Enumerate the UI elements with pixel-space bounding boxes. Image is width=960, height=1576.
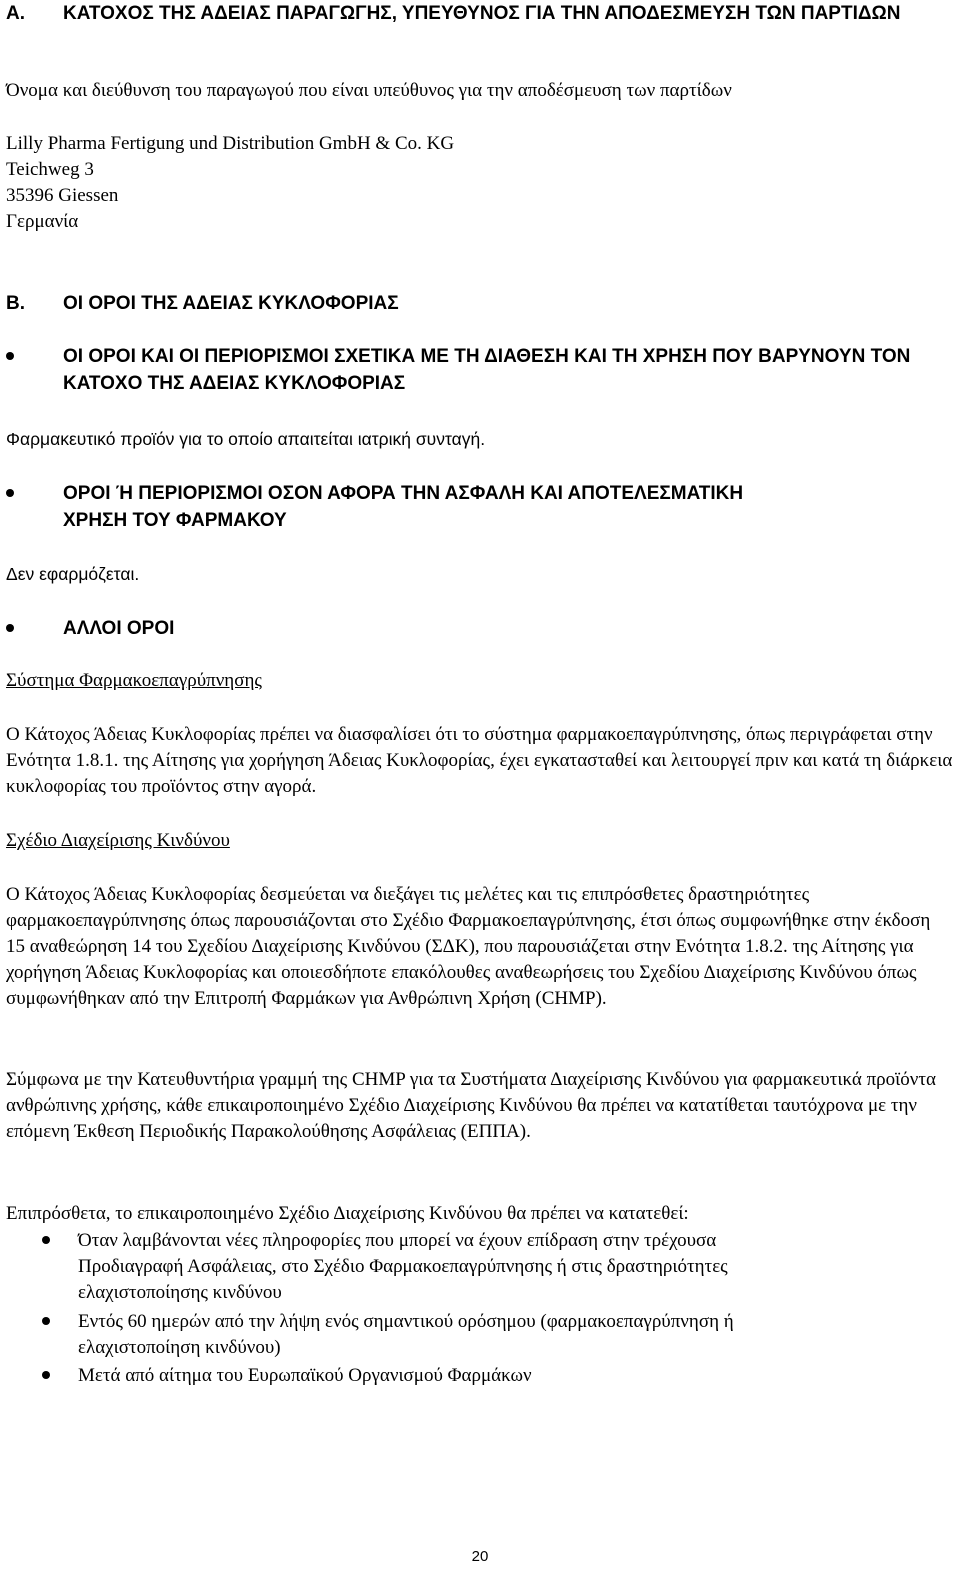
section-b-title: ΟΙ ΟΡΟΙ ΤΗΣ ΑΔΕΙΑΣ ΚΥΚΛΟΦΟΡΙΑΣ — [63, 293, 399, 314]
section-a-heading — [0, 0, 960, 56]
list-item — [78, 1228, 948, 1306]
list-item — [78, 1363, 948, 1389]
manufacturer-address — [6, 131, 956, 235]
manufacturer-subheading: Όνομα και διεύθυνση του παραγωγού που είναι υπεύθυνος για την αποδέσμευση των παρτίδων — [6, 80, 732, 101]
section-b-letter: B. — [6, 293, 25, 314]
list-item-line: Εντός 60 ημερών από την λήψη ενός σημαντικού ορόσημου (φαρμακοεπαγρύπνηση ή — [78, 1311, 734, 1332]
prescription-text: Φαρμακευτικό προϊόν για το οποίο απαιτείται ιατρική συνταγή. — [6, 429, 486, 449]
list-item-line: Προδιαγραφή Ασφάλειας, στο Σχέδιο Φαρμακοεπαγρύπνησης ή στις δραστηριότητες — [78, 1256, 728, 1277]
pharmacovigilance-text: Ο Κάτοχος Άδειας Κυκλοφορίας πρέπει να διασφαλίσει ότι το σύστημα φαρμακοεπαγρύπνησης, όπως περιγράφεται στην Ενότητα 1.8.1. της Αίτησης για χορήγηση Άδειας Κυκλοφορίας, έχει εγκατασταθεί και λειτουργεί πριν και κατά τη διάρκεια κυκλοφορίας του προϊόντος στην αγορά. — [6, 724, 953, 797]
bullet-heading-conditions: ΟΙ ΟΡΟΙ ΚΑΙ ΟΙ ΠΕΡΙΟΡΙΣΜΟΙ ΣΧΕΤΙΚΑ ΜΕ ΤΗ ΔΙΑΘΕΣΗ ΚΑΙ ΤΗ ΧΡΗΣΗ ΠΟΥ ΒΑΡΥΝΟΥΝ ΤΟΝ ΚΑΤΟΧΟ ΤΗΣ ΑΔΕΙΑΣ ΚΥΚΛΟΦΟΡΙΑΣ — [63, 346, 911, 394]
address-line: Teichweg 3 — [6, 159, 94, 180]
section-b-heading — [0, 290, 960, 317]
bullet-icon — [6, 624, 14, 632]
list-item-line: Όταν λαμβάνονται νέες πληροφορίες που μπορεί να έχουν επίδραση στην τρέχουσα — [78, 1230, 717, 1251]
address-line: 35396 Giessen — [6, 185, 119, 206]
pharmacovigilance-title: Σύστημα Φαρμακοεπαγρύπνησης — [6, 670, 262, 691]
not-applicable-text: Δεν εφαρμόζεται. — [6, 564, 140, 584]
list-item-line: Μετά από αίτημα του Ευρωπαϊκού Οργανισμού Φαρμάκων — [78, 1365, 532, 1386]
bullet-heading-other: ΑΛΛΟΙ ΟΡΟΙ — [63, 618, 175, 639]
list-item-line: ελαχιστοποίησης κινδύνου — [78, 1282, 282, 1303]
risk-management-text-2: Σύμφωνα με την Κατευθυντήρια γραμμή της CHMP για τα Συστήματα Διαχείρισης Κινδύνου για φαρμακευτικά προϊόντα ανθρώπινης χρήσης, κάθε επικαιροποιημένο Σχέδιο Διαχείρισης Κινδύνου θα πρέπει να κατατίθεται ταυτόχρονα με την επόμενη Έκθεση Περιοδικής Παρακολούθησης Ασφάλειας (ΕΠΠΑ). — [6, 1069, 936, 1142]
list-item — [78, 1309, 948, 1361]
bullet-heading-safe-use: ΟΡΟΙ Ή ΠΕΡΙΟΡΙΣΜΟΙ ΟΣΟΝ ΑΦΟΡΑ ΤΗΝ ΑΣΦΑΛΗ ΚΑΙ ΑΠΟΤΕΛΕΣΜΑΤΙΚΗ ΧΡΗΣΗ ΤΟΥ ΦΑΡΜΑΚΟΥ — [63, 483, 744, 531]
address-line: Lilly Pharma Fertigung und Distribution GmbH & Co. KG — [6, 133, 455, 154]
risk-management-text-1: Ο Κάτοχος Άδειας Κυκλοφορίας δεσμεύεται να διεξάγει τις μελέτες και τις επιπρόσθετες δραστηριότητες φαρμακοεπαγρύπνησης όπως παρουσιάζονται στο Σχέδιο Φαρμακοεπαγρύπνησης, έτσι όπως συμφωνήθηκε στην έκδοση 15 αναθεώρηση 14 του Σχεδίου Διαχείρισης Κινδύνου (ΣΔΚ), που παρουσιάζεται στην Ενότητα 1.8.2. της Αίτησης για χορήγηση Άδειας Κυκλοφορίας και οποιεσδήποτε επακόλουθες αναθεωρήσεις του Σχεδίου Διαχείρισης Κινδύνου όπως συμφωνήθηκαν από την Επιτροπή Φαρμάκων για Ανθρώπινη Χρήση (CHMP). — [6, 884, 931, 1009]
risk-management-text-3: Επιπρόσθετα, το επικαιροποιημένο Σχέδιο Διαχείρισης Κινδύνου θα πρέπει να κατατεθεί: — [6, 1203, 689, 1224]
address-line: Γερμανία — [6, 211, 79, 232]
list-item-line: ελαχιστοποίηση κινδύνου) — [78, 1337, 281, 1358]
page-number: 20 — [471, 1548, 489, 1565]
bullet-icon — [42, 1317, 50, 1325]
bullet-icon — [42, 1371, 50, 1379]
risk-management-title: Σχέδιο Διαχείρισης Κινδύνου — [6, 830, 230, 851]
section-a-title: ΚΑΤΟΧΟΣ ΤΗΣ ΑΔΕΙΑΣ ΠΑΡΑΓΩΓΗΣ, ΥΠΕΥΘΥΝΟΣ ΓΙΑ ΤΗΝ ΑΠΟΔΕΣΜΕΥΣΗ ΤΩΝ ΠΑΡΤΙΔΩΝ — [63, 3, 901, 24]
bullet-icon — [6, 352, 14, 360]
bullet-icon — [6, 489, 14, 497]
section-a-letter: A. — [6, 3, 25, 24]
bullet-icon — [42, 1236, 50, 1244]
